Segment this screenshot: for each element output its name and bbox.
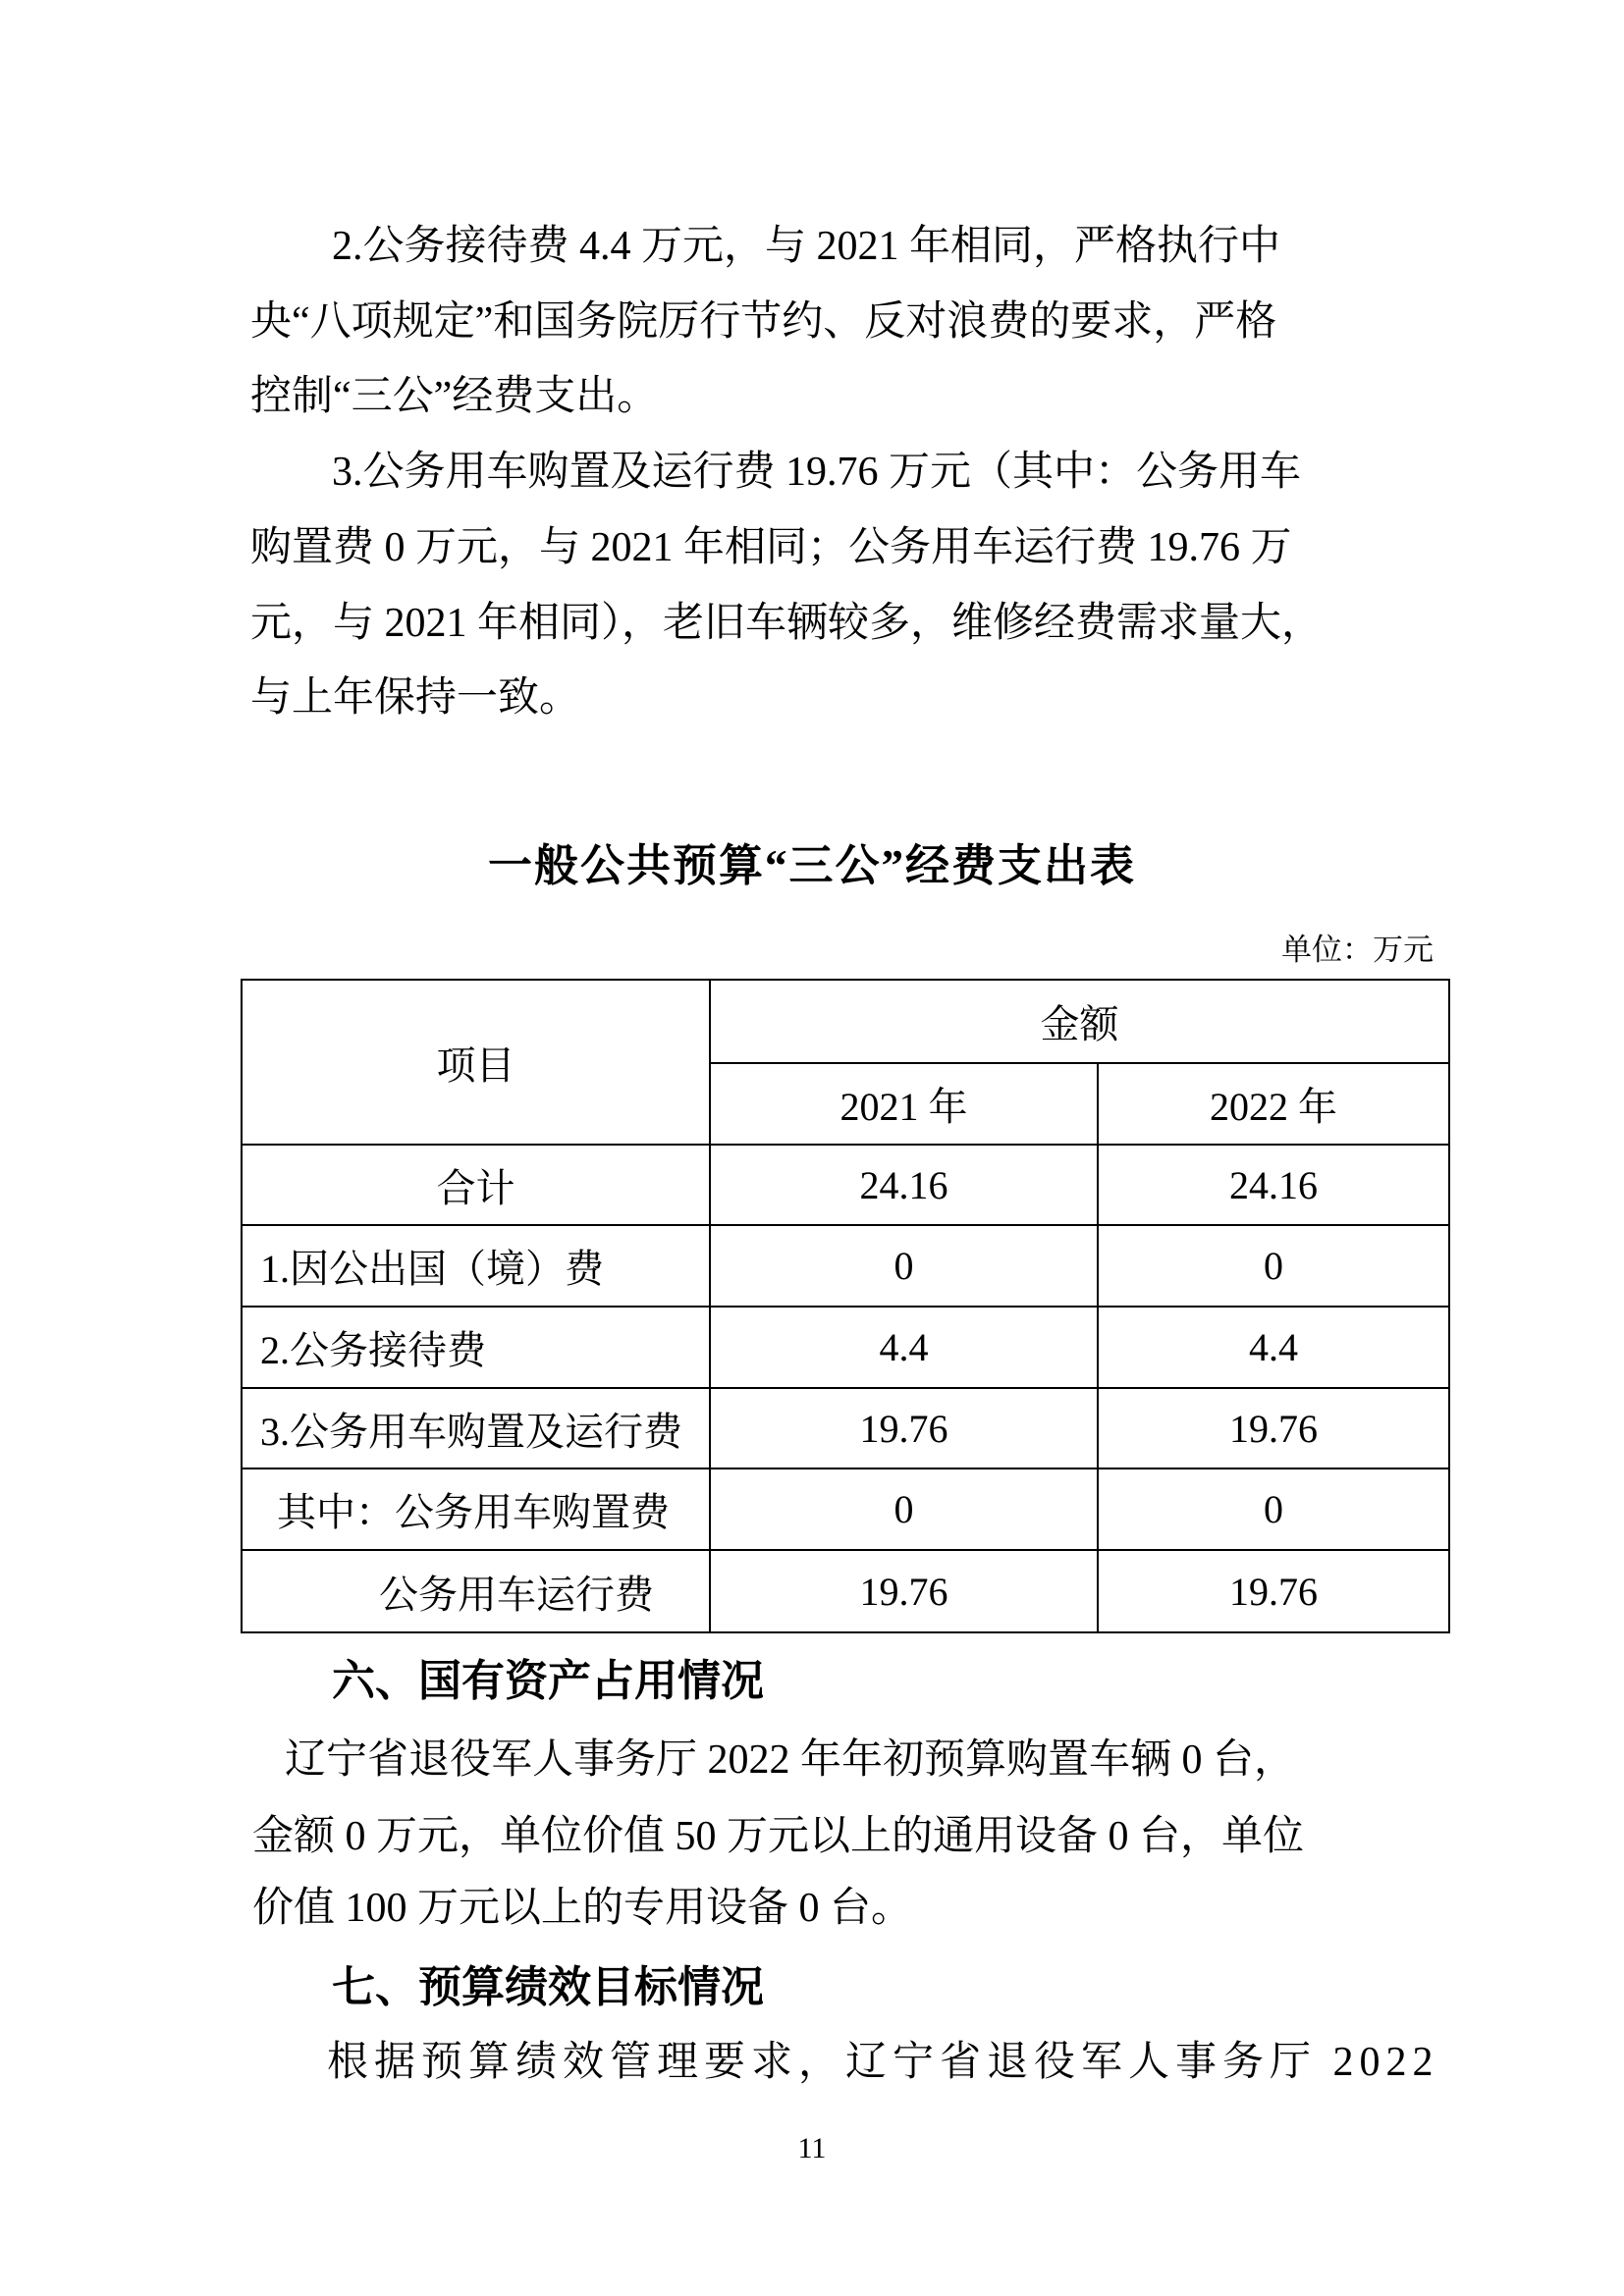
row-value-2022: 4.4: [1098, 1307, 1449, 1388]
body-line: 价值 100 万元以上的专用设备 0 台。: [252, 1886, 913, 1931]
header-cell-2021: 2021 年: [710, 1063, 1098, 1145]
body-line: 央“八项规定”和国务院厉行节约、反对浪费的要求，严格: [250, 299, 1277, 345]
header-cell-amount: 金额: [710, 980, 1449, 1063]
section-heading: 六、国有资产占用情况: [332, 1657, 764, 1705]
table-row: [242, 1307, 1449, 1388]
body-line: 控制“三公”经费支出。: [250, 374, 659, 419]
table-row: [242, 1550, 1449, 1632]
row-label: 1.因公出国（境）费: [242, 1225, 710, 1307]
row-value-2022: 19.76: [1098, 1388, 1449, 1468]
row-value-2022: 0: [1098, 1468, 1449, 1550]
table-title: 一般公共预算“三公”经费支出表: [487, 841, 1136, 890]
body-line: 金额 0 万元，单位价值 50 万元以上的通用设备 0 台，单位: [252, 1814, 1305, 1859]
table-row: [242, 1468, 1449, 1550]
row-value-2022: 19.76: [1098, 1550, 1449, 1632]
section-heading: 七、预算绩效目标情况: [332, 1963, 764, 2011]
header-cell-2022: 2022 年: [1098, 1063, 1449, 1145]
row-value-2021: 0: [710, 1468, 1098, 1550]
body-line: 元，与 2021 年相同），老旧车辆较多，维修经费需求量大，: [250, 601, 1324, 646]
table-row: [242, 1388, 1449, 1468]
budget-table: [241, 979, 1450, 1633]
row-label: 2.公务接待费: [242, 1307, 710, 1388]
table-row: [242, 1145, 1449, 1225]
row-value-2022: 24.16: [1098, 1145, 1449, 1225]
row-value-2021: 0: [710, 1225, 1098, 1307]
row-label: 其中：公务用车购置费: [242, 1468, 710, 1550]
row-value-2021: 24.16: [710, 1145, 1098, 1225]
body-line: 购置费 0 万元，与 2021 年相同；公务用车运行费 19.76 万: [250, 525, 1292, 570]
row-label: 3.公务用车购置及运行费: [242, 1388, 710, 1468]
table-row: [242, 1225, 1449, 1307]
page-number: 11: [797, 2132, 827, 2164]
unit-label: 单位：万元: [1281, 933, 1434, 967]
row-label: 公务用车运行费: [242, 1550, 710, 1632]
body-line: 3.公务用车购置及运行费 19.76 万元（其中：公务用车: [332, 450, 1302, 495]
row-value-2021: 19.76: [710, 1388, 1098, 1468]
row-value-2022: 0: [1098, 1225, 1449, 1307]
body-line: 根据预算绩效管理要求，辽宁省退役军人事务厅 2022: [327, 2040, 1439, 2085]
table-header-row: [242, 980, 1449, 1063]
body-line: 2.公务接待费 4.4 万元，与 2021 年相同，严格执行中: [332, 224, 1281, 269]
header-cell-item: 项目: [242, 980, 710, 1145]
body-line: 辽宁省退役军人事务厅 2022 年年初预算购置车辆 0 台，: [285, 1737, 1296, 1783]
row-label: 合计: [242, 1145, 710, 1225]
row-value-2021: 4.4: [710, 1307, 1098, 1388]
body-line: 与上年保持一致。: [250, 675, 581, 721]
row-value-2021: 19.76: [710, 1550, 1098, 1632]
